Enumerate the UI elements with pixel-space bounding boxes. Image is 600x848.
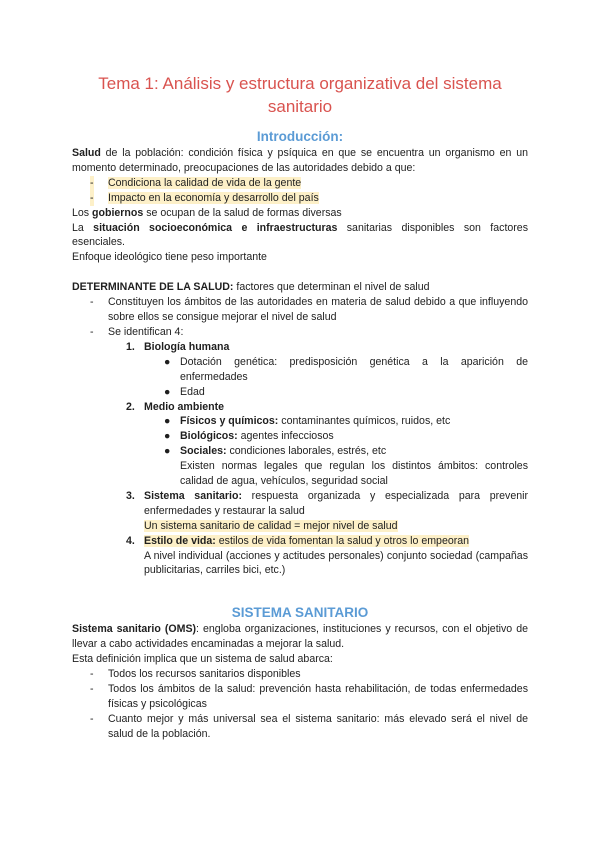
list-item-text: Dotación genética: predisposición genética a la aparición de enfermedades xyxy=(180,355,528,383)
list-item xyxy=(72,385,528,400)
estilo-vida-note: A nivel individual (acciones y actitudes personales) conjunto sociedad (campañas publicitarias, carriles bici, etc.) xyxy=(144,549,528,577)
list-item-text: Impacto en la economía y desarrollo del país xyxy=(108,191,319,204)
intro-bullet-list xyxy=(72,176,528,206)
list-item-text: Cuanto mejor y más universal sea el sistema sanitario: más elevado será el nivel de salud de la población. xyxy=(108,712,528,740)
list-item-text: Se identifican 4: xyxy=(108,325,184,338)
medio-ambiente-points xyxy=(72,414,528,459)
item-text: estilos de vida fomentan la salud y otros lo empeoran xyxy=(215,534,470,547)
point-term: Sociales: xyxy=(180,445,227,458)
dash-marker: - xyxy=(90,683,94,695)
item-title: Estilo de vida: xyxy=(144,534,216,547)
determinantes-numbered-list xyxy=(72,489,528,519)
determinante-list xyxy=(72,295,528,340)
bullet-dot-icon: ● xyxy=(164,355,171,368)
determinantes-numbered-list xyxy=(72,400,528,415)
numbered-item-sistema-sanitario xyxy=(72,489,528,519)
dash-marker: - xyxy=(90,668,94,681)
list-item xyxy=(72,712,528,742)
list-item xyxy=(72,295,528,325)
situacion-term: situación socioeconómica e infraestructuras xyxy=(93,221,338,234)
dash-marker: - xyxy=(90,191,94,204)
numbered-item-estilo-vida xyxy=(72,534,528,549)
sistema-sanitario-heading: SISTEMA SANITARIO xyxy=(231,605,369,621)
item-number: 3. xyxy=(126,489,135,502)
sistema-bullet-list xyxy=(72,667,528,742)
item-number: 2. xyxy=(126,400,135,413)
point-term: Físicos y químicos: xyxy=(180,415,279,428)
dash-marker: - xyxy=(90,712,94,725)
list-item-text: Todos los recursos sanitarios disponibles xyxy=(108,668,301,681)
document-title: Tema 1: Análisis y estructura organizativa del sistema sanitario xyxy=(98,74,502,116)
list-item xyxy=(72,444,528,459)
document-page xyxy=(72,0,528,742)
list-item-text: Edad xyxy=(180,385,205,398)
salud-term: Salud xyxy=(72,147,101,159)
determinante-heading xyxy=(72,280,528,295)
sistema-oms-definition: : engloba organizaciones, instituciones y recursos, con el objetivo de llevar a cabo actividades encaminadas a mejorar la salud. xyxy=(72,623,528,651)
item-title: Biología humana xyxy=(144,340,230,353)
gobiernos-term: gobiernos xyxy=(92,206,144,219)
dash-marker: - xyxy=(90,325,94,338)
item-number: 1. xyxy=(126,340,135,353)
dash-marker: - xyxy=(90,296,94,309)
text-fragment: sanitarias disponibles son factores esenciales. xyxy=(72,221,528,249)
list-item xyxy=(72,325,528,340)
sistema-paragraph-oms xyxy=(72,622,528,652)
list-item-text: Condiciona la calidad de vida de la gente xyxy=(108,176,302,189)
text-fragment: La xyxy=(72,221,94,234)
list-item-text: agentes infecciosos xyxy=(237,430,334,443)
list-item-text: contaminantes químicos, ruidos, etc xyxy=(278,415,451,428)
list-item xyxy=(72,414,528,429)
list-item-text: Constituyen los ámbitos de las autoridades en materia de salud debido a que influyendo sobre ellos se consigue mejorar el nivel de salud xyxy=(108,296,528,324)
list-item xyxy=(72,682,528,712)
determinantes-numbered-list xyxy=(72,340,528,355)
point-term: Biológicos: xyxy=(180,430,238,443)
list-item xyxy=(72,191,528,206)
bullet-dot-icon: ● xyxy=(164,415,171,428)
bullet-dot-icon: ● xyxy=(164,445,171,458)
item-title: Medio ambiente xyxy=(144,400,225,413)
item-text: respuesta organizada y especializada para prevenir enfermedades y restaurar la salud xyxy=(144,489,528,517)
highlighted-text: Un sistema sanitario de calidad = mejor nivel de salud xyxy=(144,519,398,532)
sistema-sanitario-highlight-line xyxy=(72,519,528,534)
intro-heading: Introducción: xyxy=(256,129,344,144)
bullet-dot-icon: ● xyxy=(164,430,171,443)
intro-paragraph-enfoque: Enfoque ideológico tiene peso importante xyxy=(72,251,267,264)
intro-paragraph-situacion xyxy=(72,221,528,251)
salud-definition: de la población: condición física y psíquica en que se encuentra un organismo en un momento determinado, preocupaciones de las autoridades debido a que: xyxy=(72,147,528,174)
determinantes-numbered-list xyxy=(72,534,528,549)
sistema-oms-term: Sistema sanitario (OMS) xyxy=(72,623,197,636)
determinante-label: DETERMINANTE DE LA SALUD: xyxy=(72,281,234,294)
numbered-item-medio-ambiente xyxy=(72,400,528,415)
item-title: Sistema sanitario: xyxy=(144,489,242,502)
determinante-definition: factores que determinan el nivel de salud xyxy=(233,281,430,294)
item-number: 4. xyxy=(126,534,135,547)
list-item-text: Todos los ámbitos de la salud: prevención hasta rehabilitación, de todas enfermedades físicas y psicológicas xyxy=(108,683,528,710)
intro-paragraph-salud xyxy=(72,146,528,176)
bullet-dot-icon: ● xyxy=(164,385,171,398)
text-fragment: Los xyxy=(72,206,93,219)
sistema-paragraph-abarca: Esta definición implica que un sistema de salud abarca: xyxy=(72,653,333,666)
intro-paragraph-gobiernos xyxy=(72,206,528,221)
text-fragment: se ocupan de la salud de formas diversas xyxy=(143,206,342,219)
dash-marker: - xyxy=(90,176,94,189)
list-item xyxy=(72,176,528,191)
list-item xyxy=(72,355,528,385)
list-item-text: condiciones laborales, estrés, etc xyxy=(226,445,387,458)
list-item xyxy=(72,429,528,444)
medio-ambiente-note: Existen normas legales que regulan los distintos ámbitos: controles calidad de agua, vehículos, seguridad social xyxy=(180,460,528,488)
numbered-item-biologia xyxy=(72,340,528,355)
list-item xyxy=(72,667,528,682)
biologia-points xyxy=(72,355,528,400)
